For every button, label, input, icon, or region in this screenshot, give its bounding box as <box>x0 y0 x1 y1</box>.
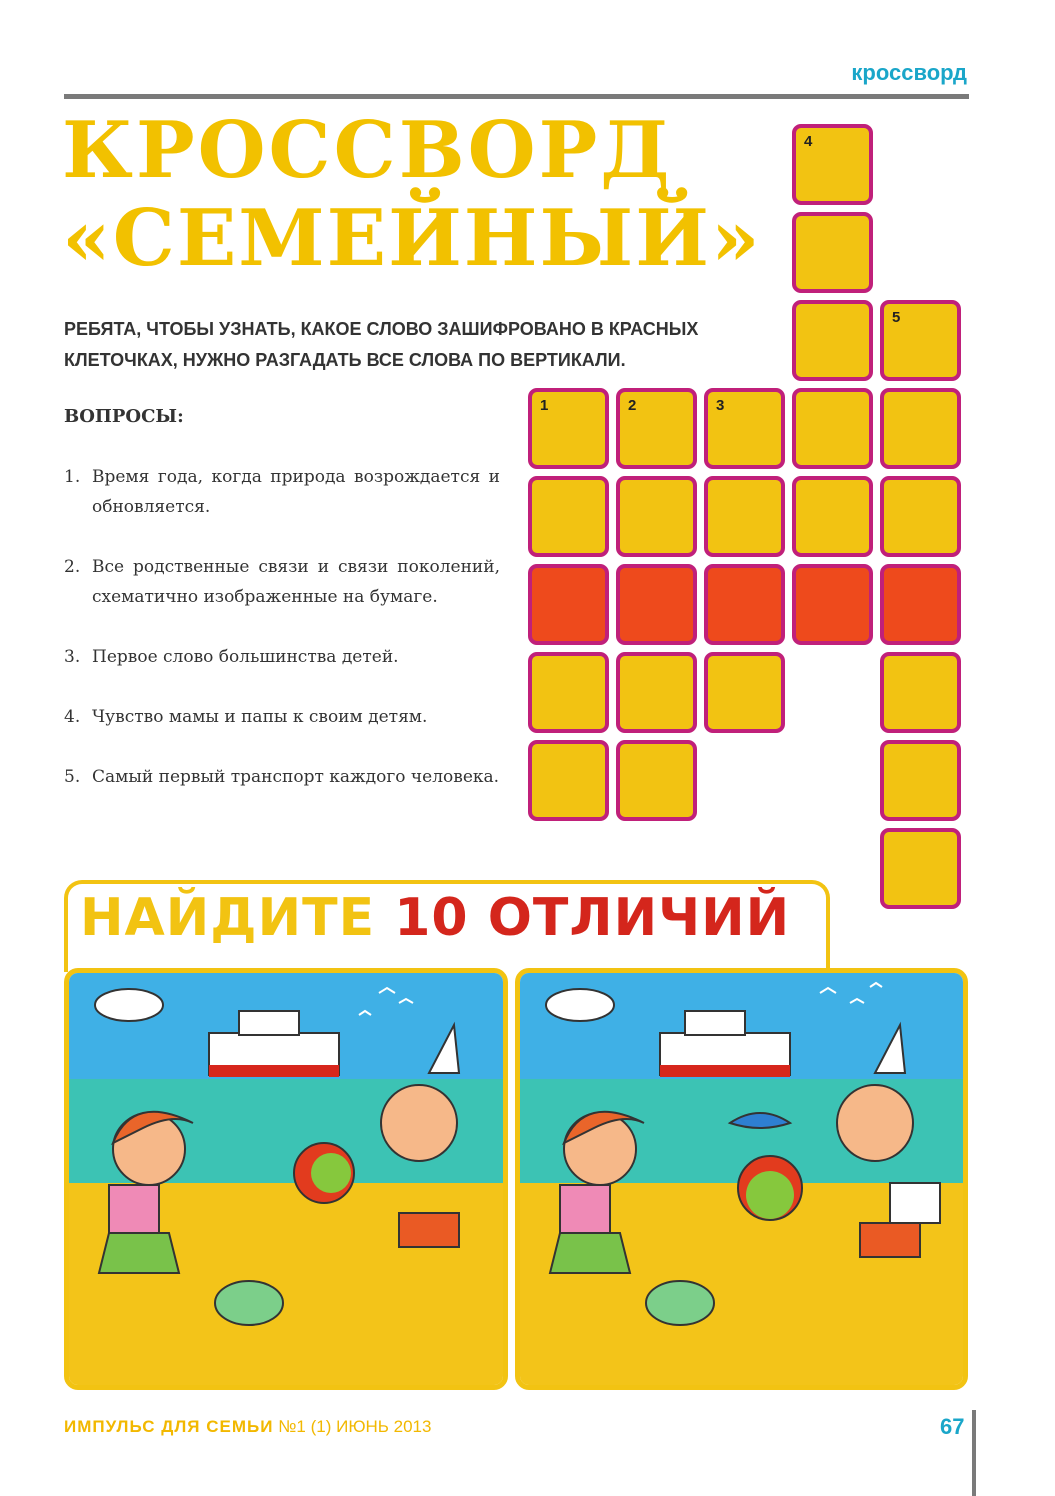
crossword-cell[interactable] <box>704 652 785 733</box>
differences-word1: НАЙДИТЕ <box>80 888 376 948</box>
question-number: 4. <box>64 707 81 727</box>
question-text: Время года, когда природа возрождается и обновляется. <box>92 467 500 517</box>
magazine-name: ИМПУЛЬС ДЛЯ СЕМЬИ <box>64 1417 274 1436</box>
crossword-cell[interactable] <box>880 300 961 381</box>
crossword-cell[interactable] <box>792 212 873 293</box>
crossword-cell[interactable] <box>880 652 961 733</box>
page-title-line2: «СЕМЕЙНЫЙ» <box>62 193 762 284</box>
girl-skirt <box>550 1233 630 1273</box>
issue-info: №1 (1) ИЮНЬ 2013 <box>278 1417 432 1436</box>
crossword-cell[interactable] <box>880 476 961 557</box>
question-text: Все родственные связи и связи поколений, схематично изображенные на бумаге. <box>92 557 500 607</box>
ship-cabin <box>685 1011 745 1035</box>
footer-publication <box>64 1417 431 1437</box>
questions-title: ВОПРОСЫ: <box>64 406 184 427</box>
crossword-cell[interactable] <box>528 476 609 557</box>
question-text: Чувство мамы и папы к своим детям. <box>92 707 428 727</box>
crossword-cell[interactable] <box>528 652 609 733</box>
question-number: 3. <box>64 647 81 667</box>
question-item <box>64 762 500 792</box>
cloud-icon <box>546 989 614 1021</box>
ball-stripe <box>746 1171 794 1219</box>
boy-shorts <box>860 1223 920 1257</box>
ball-stripe <box>311 1153 351 1193</box>
crossword-cell[interactable] <box>528 740 609 821</box>
picture-left[interactable] <box>64 968 508 1390</box>
question-number: 1. <box>64 467 81 487</box>
crossword-cell[interactable] <box>792 124 873 205</box>
crossword-cell-key[interactable] <box>792 564 873 645</box>
crossword-cell[interactable] <box>880 388 961 469</box>
differences-title <box>80 888 790 948</box>
question-item <box>64 552 500 612</box>
beach-scene-right <box>520 973 963 1385</box>
intro-line-2: КЛЕТОЧКАХ, НУЖНО РАЗГАДАТЬ ВСЕ СЛОВА ПО ВЕРТИКАЛИ. <box>64 350 626 370</box>
crossword-cell[interactable] <box>792 300 873 381</box>
intro-line-1: РЕБЯТА, ЧТОБЫ УЗНАТЬ, КАКОЕ СЛОВО ЗАШИФРОВАНО В КРАСНЫХ <box>64 319 699 339</box>
cell-number: 3 <box>716 397 725 414</box>
crossword-cell[interactable] <box>616 740 697 821</box>
girl-top <box>560 1185 610 1235</box>
question-item <box>64 642 500 672</box>
girl-top <box>109 1185 159 1235</box>
question-item <box>64 462 500 522</box>
crossword-cell[interactable] <box>616 652 697 733</box>
crossword-cell-key[interactable] <box>704 564 785 645</box>
boy-shorts <box>399 1213 459 1247</box>
question-text: Первое слово большинства детей. <box>92 647 399 667</box>
cell-number: 1 <box>540 397 549 414</box>
section-tag: кроссворд <box>851 60 967 85</box>
crossword-cell[interactable] <box>792 476 873 557</box>
beach-scene-left <box>69 973 503 1385</box>
boy-head <box>381 1085 457 1161</box>
cell-number: 5 <box>892 309 901 326</box>
boy-head <box>837 1085 913 1161</box>
ship-cabin <box>239 1011 299 1035</box>
ship-hull <box>209 1065 339 1077</box>
cell-number: 2 <box>628 397 637 414</box>
crossword-cell[interactable] <box>792 388 873 469</box>
page-edge-bar <box>972 1410 976 1496</box>
question-item <box>64 702 500 732</box>
crossword-cell-key[interactable] <box>880 564 961 645</box>
crossword-cell[interactable] <box>704 388 785 469</box>
crossword-cell[interactable] <box>704 476 785 557</box>
boy-shirt <box>890 1183 940 1223</box>
intro-text <box>64 314 764 376</box>
cloud-icon <box>95 989 163 1021</box>
crab-icon <box>646 1281 714 1325</box>
header-divider <box>64 94 969 99</box>
crossword-cell-key[interactable] <box>528 564 609 645</box>
differences-word2: ОТЛИЧИЙ <box>487 888 791 948</box>
question-number: 5. <box>64 767 81 787</box>
crossword-cell[interactable] <box>880 740 961 821</box>
ship-hull <box>660 1065 790 1077</box>
girl-skirt <box>99 1233 179 1273</box>
crab-icon <box>215 1281 283 1325</box>
crossword-cell[interactable] <box>616 476 697 557</box>
page-number: 67 <box>940 1414 965 1439</box>
question-text: Самый первый транспорт каждого человека. <box>92 767 500 787</box>
questions-list <box>64 462 500 792</box>
crossword-cell[interactable] <box>880 828 961 909</box>
crossword-cell[interactable] <box>616 388 697 469</box>
cell-number: 4 <box>804 133 813 150</box>
differences-number: 10 <box>394 888 469 948</box>
question-number: 2. <box>64 557 81 577</box>
crossword-cell[interactable] <box>528 388 609 469</box>
picture-right[interactable] <box>515 968 968 1390</box>
crossword-cell-key[interactable] <box>616 564 697 645</box>
page-title-line1: КРОССВОРД <box>62 105 673 196</box>
